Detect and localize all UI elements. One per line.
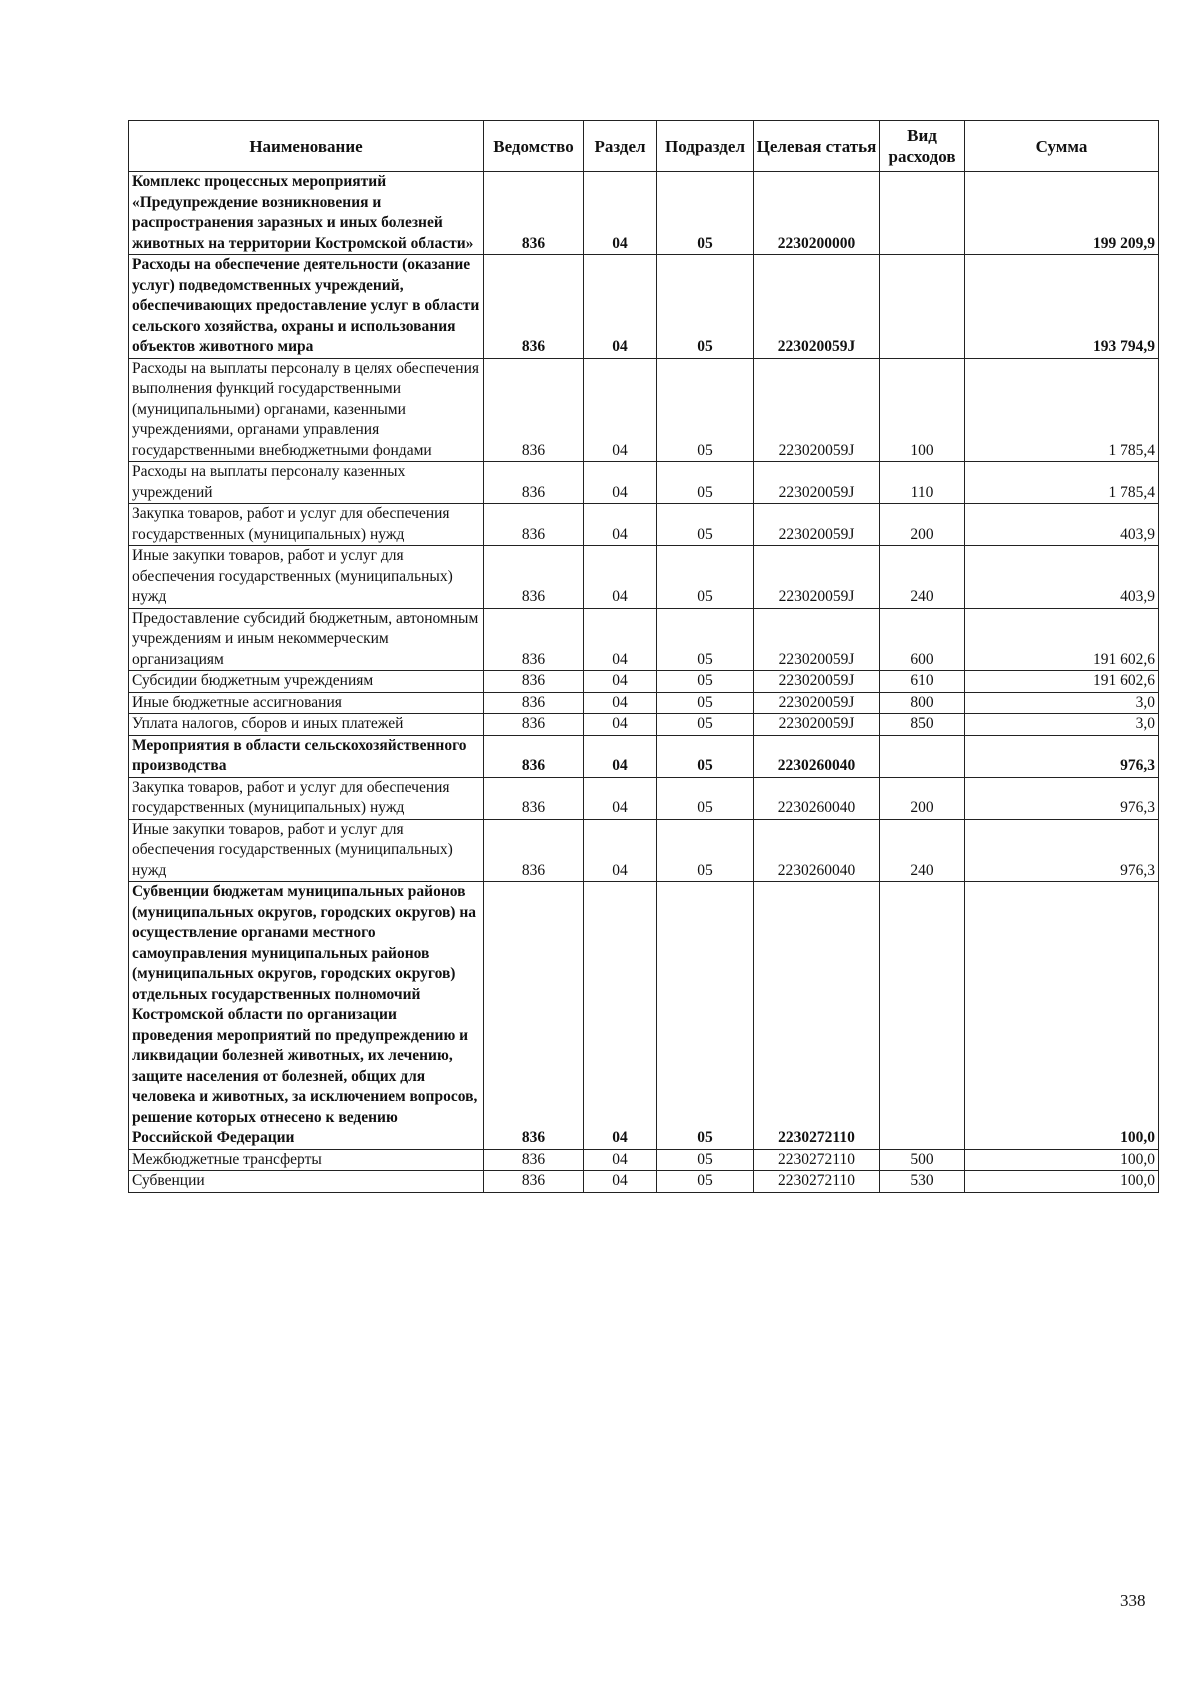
cell-type xyxy=(880,255,965,359)
cell-target: 223020059J xyxy=(754,462,880,504)
cell-type: 850 xyxy=(880,714,965,736)
cell-section: 04 xyxy=(584,358,657,462)
cell-type: 600 xyxy=(880,608,965,671)
cell-type: 200 xyxy=(880,777,965,819)
table-row xyxy=(129,1171,1159,1193)
cell-type: 500 xyxy=(880,1149,965,1171)
cell-subsection: 05 xyxy=(657,1171,754,1193)
cell-target: 223020059J xyxy=(754,608,880,671)
cell-dept: 836 xyxy=(484,671,584,693)
cell-name: Уплата налогов, сборов и иных платежей xyxy=(129,714,484,736)
cell-target: 2230200000 xyxy=(754,172,880,255)
cell-subsection: 05 xyxy=(657,671,754,693)
cell-name: Расходы на выплаты персоналу казенных учреждений xyxy=(129,462,484,504)
cell-dept: 836 xyxy=(484,1149,584,1171)
cell-sum: 193 794,9 xyxy=(965,255,1159,359)
cell-section: 04 xyxy=(584,1171,657,1193)
cell-target: 223020059J xyxy=(754,671,880,693)
cell-type: 240 xyxy=(880,546,965,609)
cell-subsection: 05 xyxy=(657,172,754,255)
cell-sum: 976,3 xyxy=(965,819,1159,882)
table-row xyxy=(129,358,1159,462)
cell-dept: 836 xyxy=(484,819,584,882)
cell-sum: 976,3 xyxy=(965,777,1159,819)
cell-dept: 836 xyxy=(484,504,584,546)
cell-target: 223020059J xyxy=(754,255,880,359)
cell-name: Комплекс процессных мероприятий «Предупреждение возникновения и распространения заразных и иных болезней животных на территории Костромской области» xyxy=(129,172,484,255)
cell-dept: 836 xyxy=(484,546,584,609)
cell-target: 223020059J xyxy=(754,546,880,609)
cell-name: Субвенции xyxy=(129,1171,484,1193)
budget-table xyxy=(128,120,1159,1193)
cell-type: 100 xyxy=(880,358,965,462)
table-row xyxy=(129,671,1159,693)
cell-dept: 836 xyxy=(484,714,584,736)
cell-section: 04 xyxy=(584,777,657,819)
cell-type xyxy=(880,172,965,255)
cell-type: 110 xyxy=(880,462,965,504)
cell-type: 240 xyxy=(880,819,965,882)
cell-target: 223020059J xyxy=(754,714,880,736)
header-sum: Сумма xyxy=(965,121,1159,172)
cell-target: 223020059J xyxy=(754,504,880,546)
cell-target: 2230260040 xyxy=(754,735,880,777)
cell-name: Предоставление субсидий бюджетным, автономным учреждениям и иным некоммерческим организациям xyxy=(129,608,484,671)
cell-type xyxy=(880,882,965,1150)
cell-section: 04 xyxy=(584,462,657,504)
cell-subsection: 05 xyxy=(657,777,754,819)
cell-type: 800 xyxy=(880,692,965,714)
cell-sum: 100,0 xyxy=(965,882,1159,1150)
cell-subsection: 05 xyxy=(657,1149,754,1171)
cell-subsection: 05 xyxy=(657,819,754,882)
cell-section: 04 xyxy=(584,882,657,1150)
cell-section: 04 xyxy=(584,504,657,546)
cell-section: 04 xyxy=(584,608,657,671)
header-target: Целевая статья xyxy=(754,121,880,172)
cell-subsection: 05 xyxy=(657,714,754,736)
cell-section: 04 xyxy=(584,671,657,693)
table-row xyxy=(129,462,1159,504)
table-row xyxy=(129,255,1159,359)
cell-name: Закупка товаров, работ и услуг для обеспечения государственных (муниципальных) нужд xyxy=(129,777,484,819)
cell-name: Мероприятия в области сельскохозяйственного производства xyxy=(129,735,484,777)
header-subsection: Подраздел xyxy=(657,121,754,172)
cell-dept: 836 xyxy=(484,462,584,504)
cell-target: 223020059J xyxy=(754,358,880,462)
cell-subsection: 05 xyxy=(657,735,754,777)
table-row xyxy=(129,882,1159,1150)
cell-type: 200 xyxy=(880,504,965,546)
table-row xyxy=(129,608,1159,671)
cell-section: 04 xyxy=(584,819,657,882)
cell-dept: 836 xyxy=(484,882,584,1150)
cell-subsection: 05 xyxy=(657,504,754,546)
cell-subsection: 05 xyxy=(657,692,754,714)
cell-section: 04 xyxy=(584,692,657,714)
cell-sum: 100,0 xyxy=(965,1149,1159,1171)
cell-sum: 403,9 xyxy=(965,546,1159,609)
table-row xyxy=(129,777,1159,819)
header-dept: Ведомство xyxy=(484,121,584,172)
cell-section: 04 xyxy=(584,714,657,736)
cell-type: 610 xyxy=(880,671,965,693)
cell-sum: 976,3 xyxy=(965,735,1159,777)
cell-sum: 1 785,4 xyxy=(965,358,1159,462)
header-section: Раздел xyxy=(584,121,657,172)
cell-dept: 836 xyxy=(484,735,584,777)
table-row xyxy=(129,819,1159,882)
cell-name: Субсидии бюджетным учреждениям xyxy=(129,671,484,693)
cell-section: 04 xyxy=(584,735,657,777)
header-name: Наименование xyxy=(129,121,484,172)
cell-type xyxy=(880,735,965,777)
cell-section: 04 xyxy=(584,255,657,359)
cell-target: 2230272110 xyxy=(754,1171,880,1193)
cell-sum: 191 602,6 xyxy=(965,671,1159,693)
cell-name: Межбюджетные трансферты xyxy=(129,1149,484,1171)
table-row xyxy=(129,714,1159,736)
cell-subsection: 05 xyxy=(657,255,754,359)
cell-dept: 836 xyxy=(484,692,584,714)
table-row xyxy=(129,735,1159,777)
cell-section: 04 xyxy=(584,172,657,255)
header-type: Вид расходов xyxy=(880,121,965,172)
cell-name: Субвенции бюджетам муниципальных районов (муниципальных округов, городских округов) на осуществление органами местного самоуправления муниципальных районов (муниципальных округов, городских округов) отдельных государственных полномочий Костромской области по организации проведения мероприятий по предупреждению и ликвидации болезней животных, их лечению, защите населения от болезней, общих для человека и животных, за исключением вопросов, решение которых отнесено к ведению Российской Федерации xyxy=(129,882,484,1150)
cell-dept: 836 xyxy=(484,172,584,255)
table-header-row xyxy=(129,121,1159,172)
cell-sum: 1 785,4 xyxy=(965,462,1159,504)
cell-sum: 100,0 xyxy=(965,1171,1159,1193)
cell-name: Расходы на обеспечение деятельности (оказание услуг) подведомственных учреждений, обеспечивающих предоставление услуг в области сельского хозяйства, охраны и использования объектов животного мира xyxy=(129,255,484,359)
table-row xyxy=(129,692,1159,714)
cell-sum: 199 209,9 xyxy=(965,172,1159,255)
cell-name: Иные бюджетные ассигнования xyxy=(129,692,484,714)
table-row xyxy=(129,546,1159,609)
cell-target: 223020059J xyxy=(754,692,880,714)
cell-section: 04 xyxy=(584,1149,657,1171)
cell-name: Иные закупки товаров, работ и услуг для обеспечения государственных (муниципальных) нужд xyxy=(129,546,484,609)
cell-target: 2230260040 xyxy=(754,777,880,819)
cell-dept: 836 xyxy=(484,255,584,359)
cell-dept: 836 xyxy=(484,608,584,671)
table-row xyxy=(129,172,1159,255)
cell-name: Иные закупки товаров, работ и услуг для обеспечения государственных (муниципальных) нужд xyxy=(129,819,484,882)
cell-type: 530 xyxy=(880,1171,965,1193)
cell-name: Закупка товаров, работ и услуг для обеспечения государственных (муниципальных) нужд xyxy=(129,504,484,546)
cell-sum: 3,0 xyxy=(965,692,1159,714)
cell-sum: 191 602,6 xyxy=(965,608,1159,671)
cell-target: 2230272110 xyxy=(754,882,880,1150)
cell-sum: 3,0 xyxy=(965,714,1159,736)
table-row xyxy=(129,1149,1159,1171)
cell-subsection: 05 xyxy=(657,882,754,1150)
cell-subsection: 05 xyxy=(657,462,754,504)
cell-target: 2230260040 xyxy=(754,819,880,882)
cell-subsection: 05 xyxy=(657,608,754,671)
cell-section: 04 xyxy=(584,546,657,609)
cell-subsection: 05 xyxy=(657,546,754,609)
cell-dept: 836 xyxy=(484,1171,584,1193)
cell-name: Расходы на выплаты персоналу в целях обеспечения выполнения функций государственными (муниципальными) органами, казенными учреждениями, органами управления государственными внебюджетными фондами xyxy=(129,358,484,462)
cell-dept: 836 xyxy=(484,777,584,819)
cell-subsection: 05 xyxy=(657,358,754,462)
cell-dept: 836 xyxy=(484,358,584,462)
cell-sum: 403,9 xyxy=(965,504,1159,546)
table-row xyxy=(129,504,1159,546)
cell-target: 2230272110 xyxy=(754,1149,880,1171)
page-number: 338 xyxy=(1120,1591,1146,1610)
